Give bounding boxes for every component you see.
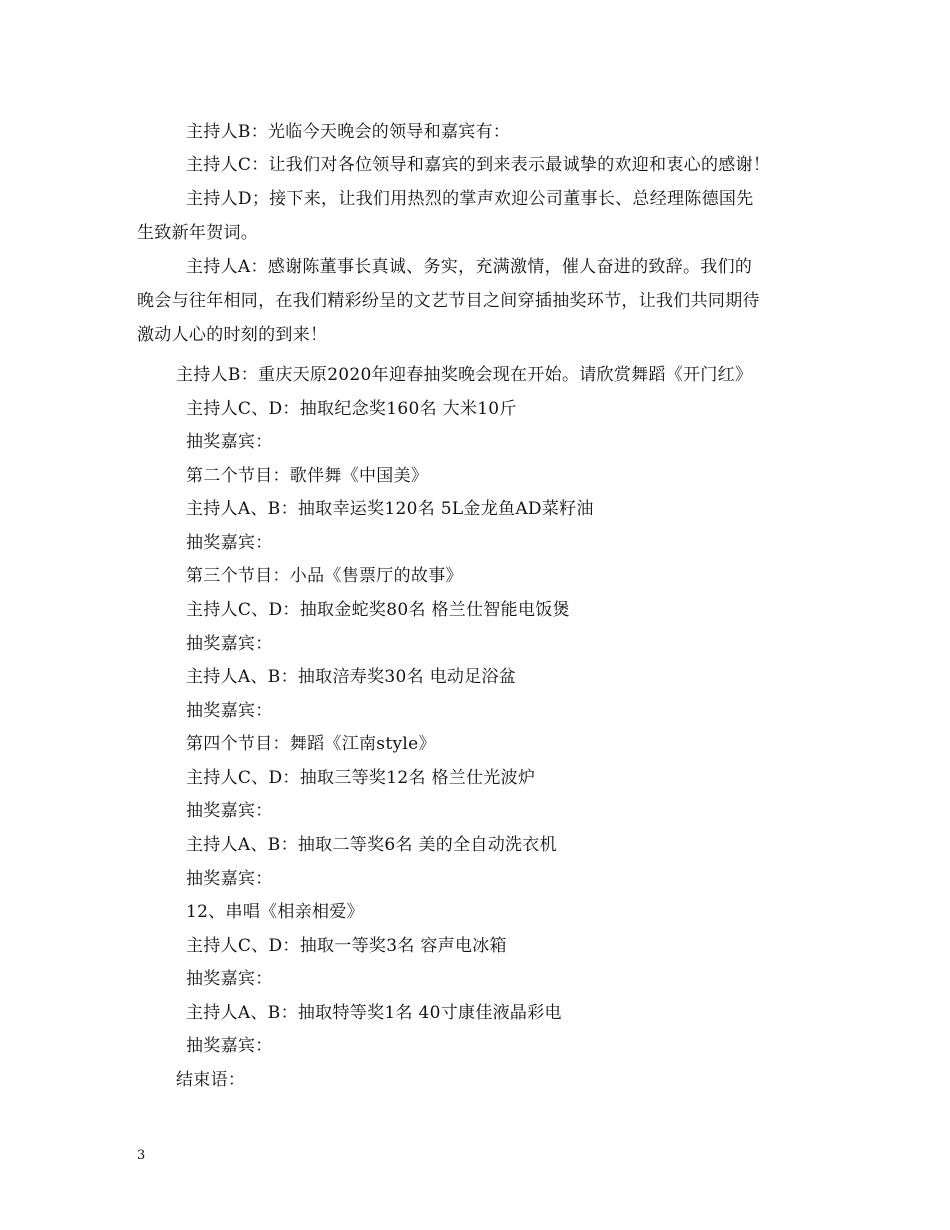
text-line: 主持人C、D：抽取纪念奖160名 大米10斤 (186, 399, 517, 419)
text-line: 激动人心的时刻的到来！ (137, 325, 328, 345)
text-line: 主持人D；接下来，让我们用热烈的掌声欢迎公司董事长、总经理陈德国先 (186, 189, 754, 209)
text-line: 主持人A：感谢陈董事长真诚、务实，充满激情，催人奋进的致辞。我们的 (186, 257, 753, 277)
text-line: 12、串唱《相亲相爱》 (186, 902, 364, 922)
text-line: 生致新年贺词。 (137, 223, 259, 243)
text-line: 抽奖嘉宾： (186, 634, 273, 654)
text-line: 主持人A、B：抽取幸运奖120名 5L金龙鱼AD菜籽油 (186, 499, 594, 519)
text-line: 第二个节目：歌伴舞《中国美》 (186, 466, 429, 486)
text-line: 主持人A、B：抽取特等奖1名 40寸康佳液晶彩电 (186, 1003, 562, 1023)
text-line: 主持人A、B：抽取二等奖6名 美的全自动洗衣机 (186, 835, 557, 855)
text-line: 抽奖嘉宾： (186, 432, 273, 452)
text-line: 抽奖嘉宾： (186, 533, 273, 553)
text-line: 抽奖嘉宾： (186, 969, 273, 989)
text-line: 主持人B：重庆天原2020年迎春抽奖晚会现在开始。请欣赏舞蹈《开门红》 (176, 365, 753, 385)
text-line: 抽奖嘉宾： (186, 1036, 273, 1056)
page-number: 3 (137, 1148, 146, 1163)
text-line: 抽奖嘉宾： (186, 801, 273, 821)
text-line: 第三个节目：小品《售票厅的故事》 (186, 566, 463, 586)
text-line: 晚会与往年相同，在我们精彩纷呈的文艺节目之间穿插抽奖环节，让我们共同期待 (137, 291, 760, 311)
text-line: 第四个节目：舞蹈《江南style》 (186, 734, 436, 754)
text-line: 结束语： (176, 1070, 246, 1090)
text-line: 主持人C、D：抽取金蛇奖80名 格兰仕智能电饭煲 (186, 600, 570, 620)
text-line: 主持人C、D：抽取一等奖3名 容声电冰箱 (186, 936, 507, 956)
text-line: 主持人C、D：抽取三等奖12名 格兰仕光波炉 (186, 768, 536, 788)
text-line: 主持人C：让我们对各位领导和嘉宾的到来表示最诚挚的欢迎和衷心的感谢！ (186, 155, 771, 175)
text-line: 主持人A、B：抽取涪寿奖30名 电动足浴盆 (186, 667, 517, 687)
text-line: 主持人B：光临今天晚会的领导和嘉宾有： (186, 122, 511, 142)
text-line: 抽奖嘉宾： (186, 869, 273, 889)
text-line: 抽奖嘉宾： (186, 701, 273, 721)
